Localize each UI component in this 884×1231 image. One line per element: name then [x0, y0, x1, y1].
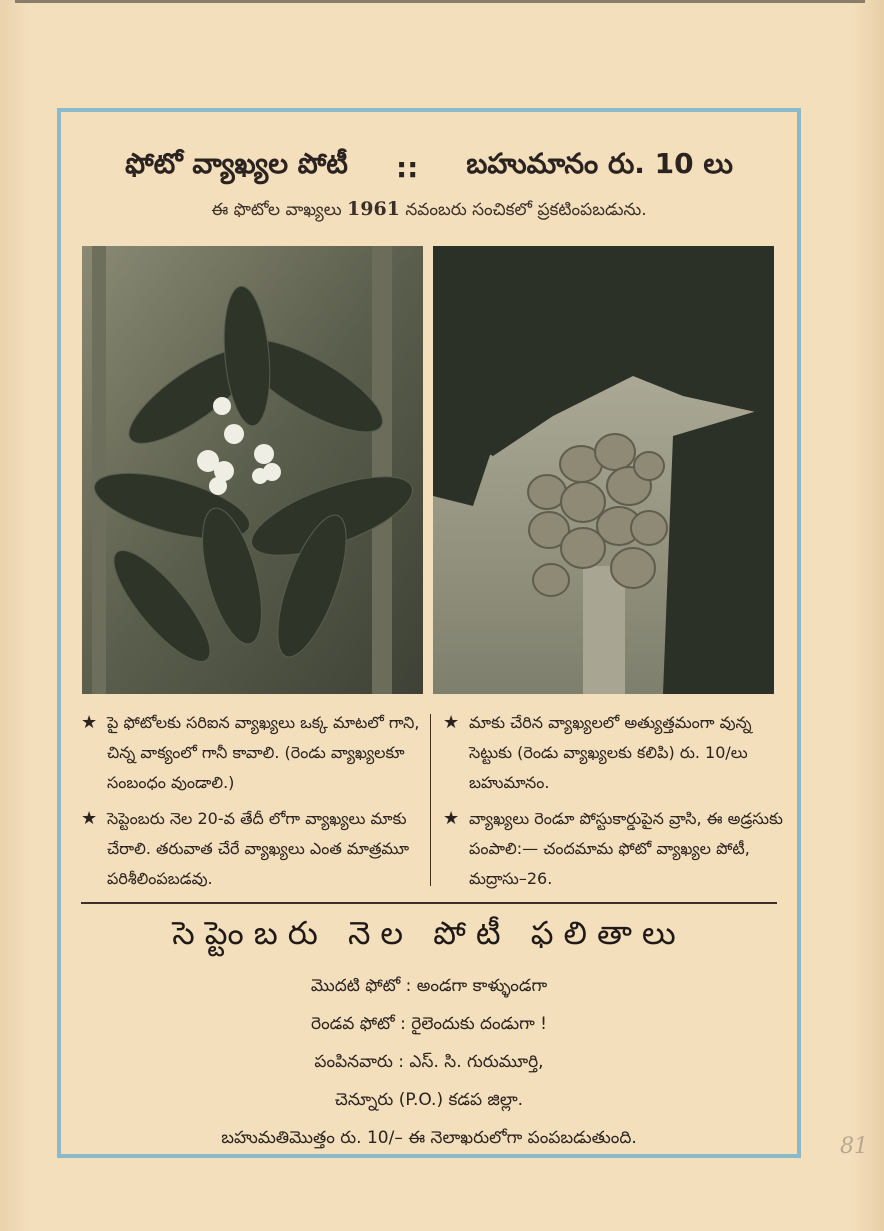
second-photo-result: రెండవ ఫోటో : రైలెందుకు దండుగా ! — [310, 1014, 547, 1034]
winner-name: పంపినవారు : ఎస్. సి. గురుమూర్తి, — [314, 1052, 544, 1072]
flower-photo — [82, 246, 423, 694]
rule-item — [81, 804, 421, 894]
section-divider — [81, 902, 777, 904]
prize-note: బహుమతిమొత్తం రు. 10/– ఈ నెలాఖరులోగా పంపబడుతుంది. — [221, 1128, 637, 1148]
column-divider — [430, 714, 431, 886]
announcement-line — [61, 198, 797, 224]
top-rule — [15, 0, 865, 3]
header-row — [61, 142, 797, 192]
rule-text: పై ఫోటోలకు సరిఐన వ్యాఖ్యలు ఒక్క మాటలో గాని, చిన్న వాక్యంలో గానీ కావాలి. (రెండు వ్యాఖ్యలకూ సంబంధం వుండాలి.) — [107, 713, 420, 792]
winner-address: చెన్నూరు (P.O.) కడప జిల్లా. — [334, 1090, 524, 1110]
star-icon: ★ — [443, 712, 460, 733]
flower-photo-image — [82, 246, 423, 694]
rule-text: వ్యాఖ్యలు రెండూ పోస్టుకార్డుపైన వ్రాసి, ఈ అడ్రసుకు పంపాలి:— చందమామ ఫోటో వ్యాఖ్యల పోటీ, మద్రాసు–26. — [469, 809, 783, 888]
rule-text: మాకు చేరిన వ్యాఖ్యలలో అత్యుత్తమంగా వున్న సెట్టుకు (రెండు వ్యాఖ్యలకు కలిపి) రు. 10/లు బహుమానం. — [469, 713, 752, 792]
first-photo-result: మొదటి ఫోటో : అండగా కాళ్ళుండగా — [310, 976, 548, 996]
star-icon: ★ — [81, 712, 98, 733]
page-number: 81 — [840, 1134, 868, 1159]
header-separator: :: — [395, 150, 419, 184]
results-title: సెప్టెంబరు నెల పోటీ ఫలితాలు — [172, 914, 686, 952]
announcement-year: 1961 — [347, 198, 400, 220]
contest-title: ఫోటో వ్యాఖ్యల పోటీ — [125, 147, 348, 180]
star-icon: ★ — [443, 808, 460, 829]
star-icon: ★ — [81, 808, 98, 829]
rules-area — [81, 708, 783, 888]
rules-left-column — [81, 708, 421, 900]
rules-right-column — [443, 708, 783, 900]
contest-frame — [57, 108, 801, 1158]
papaya-photo-image — [433, 246, 774, 694]
rule-text: సెప్టెంబరు నెల 20-వ తేదీ లోగా వ్యాఖ్యలు మాకు చేరాలి. తరువాత చేరే వ్యాఖ్యలు ఎంత మాత్రమూ పరిశీలింపబడవు. — [107, 809, 410, 888]
prize-heading: బహుమానం రు. 10 లు — [466, 147, 733, 180]
announcement-suffix: నవంబరు సంచికలో ప్రకటింపబడును. — [405, 200, 647, 220]
rule-item — [81, 708, 421, 798]
papaya-photo — [433, 246, 774, 694]
announcement-prefix: ఈ ఫొటోల వాఖ్యలు — [211, 200, 342, 220]
rule-item — [443, 708, 783, 798]
rule-item — [443, 804, 783, 894]
results-block — [61, 967, 797, 1157]
